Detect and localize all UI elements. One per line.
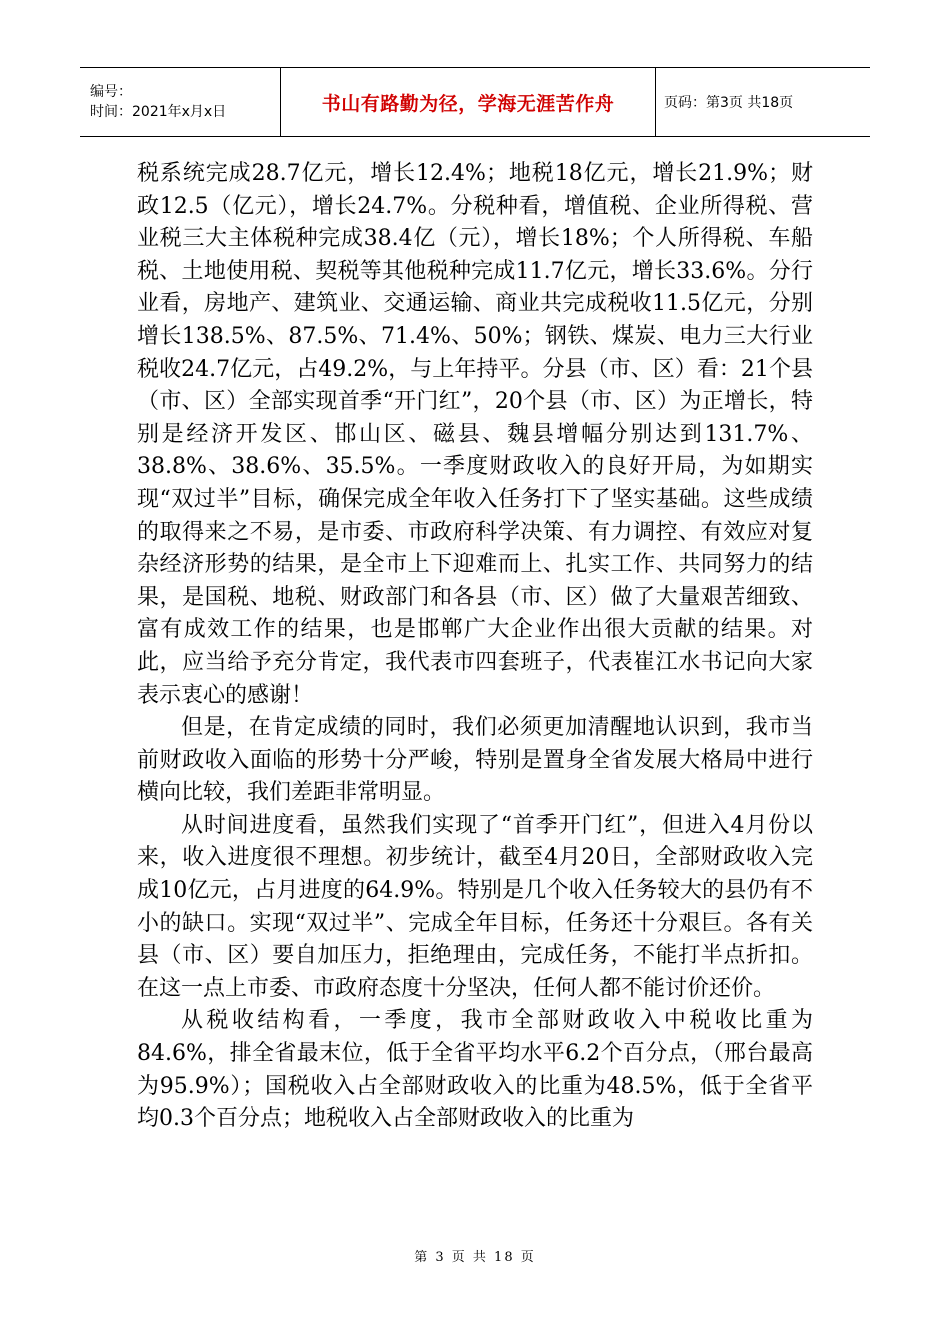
body-paragraph-4: 从税收结构看，一季度，我市全部财政收入中税收比重为84.6%，排全省最末位，低于全省平均水平6.2个百分点，（邢台最高为95.9%）；国税收入占全部财政收入的比重为48.5%，低于全省平均0.3个百分点；地税收入占全部财政收入的比重为 xyxy=(137,1008,813,1132)
header-meta xyxy=(80,68,280,136)
body-paragraph-1: 税系统完成28.7亿元，增长12.4%；地税18亿元，增长21.9%；财政12.5（亿元），增长24.7%。分税种看，增值税、企业所得税、营业税三大主体税种完成38.4亿（元），增长18%；个人所得税、车船税、土地使用税、契税等其他税种完成11.7亿元，增长33.6%。分行业看，房地产、建筑业、交通运输、商业共完成税收11.5亿元，分别增长138.5%、87.5%、71.4%、50%；钢铁、煤炭、电力三大行业税收24.7亿元，占49.2%，与上年持平。分县（市、区）看：21个县（市、区）全部实现首季“开门红”，20个县（市、区）为正增长，特别是经济开发区、邯山区、磁县、魏县增幅分别达到131.7%、38.8%、38.6%、35.5%。一季度财政收入的良好开局，为如期实现“双过半”目标，确保完成全年收入任务打下了坚实基础。这些成绩的取得来之不易，是市委、市政府科学决策、有力调控、有效应对复杂经济形势的结果，是全市上下迎难而上、扎实工作、共同努力的结果，是国税、地税、财政部门和各县（市、区）做了大量艰苦细致、富有成效工作的结果，也是邯郸广大企业作出很大贡献的结果。对此，应当给予充分肯定，我代表市四套班子，代表崔江水书记向大家表示衷心的感谢！ xyxy=(137,161,813,708)
header-motto: 书山有路勤为径，学海无涯苦作舟 xyxy=(280,68,656,136)
page-footer: 第 3 页 共 18 页 xyxy=(414,1250,536,1265)
document-body xyxy=(137,158,813,1136)
document-time-label: 时间：2021年x月x日 xyxy=(90,104,227,120)
page-header xyxy=(80,67,870,137)
document-number-label: 编号： xyxy=(90,84,132,100)
header-page-number: 页码：第3页 共18页 xyxy=(664,95,794,111)
body-paragraph-3: 从时间进度看，虽然我们实现了“首季开门红”，但进入4月份以来，收入进度很不理想。初步统计，截至4月20日，全部财政收入完成10亿元，占月进度的64.9%。特别是几个收入任务较大的县仍有不小的缺口。实现“双过半”、完成全年目标，任务还十分艰巨。各有关县（市、区）要自加压力，拒绝理由，完成任务，不能打半点折扣。在这一点上市委、市政府态度十分坚决，任何人都不能讨价还价。 xyxy=(137,812,813,1001)
body-paragraph-2: 但是，在肯定成绩的同时，我们必须更加清醒地认识到，我市当前财政收入面临的形势十分严峻，特别是置身全省发展大格局中进行横向比较，我们差距非常明显。 xyxy=(137,715,813,806)
